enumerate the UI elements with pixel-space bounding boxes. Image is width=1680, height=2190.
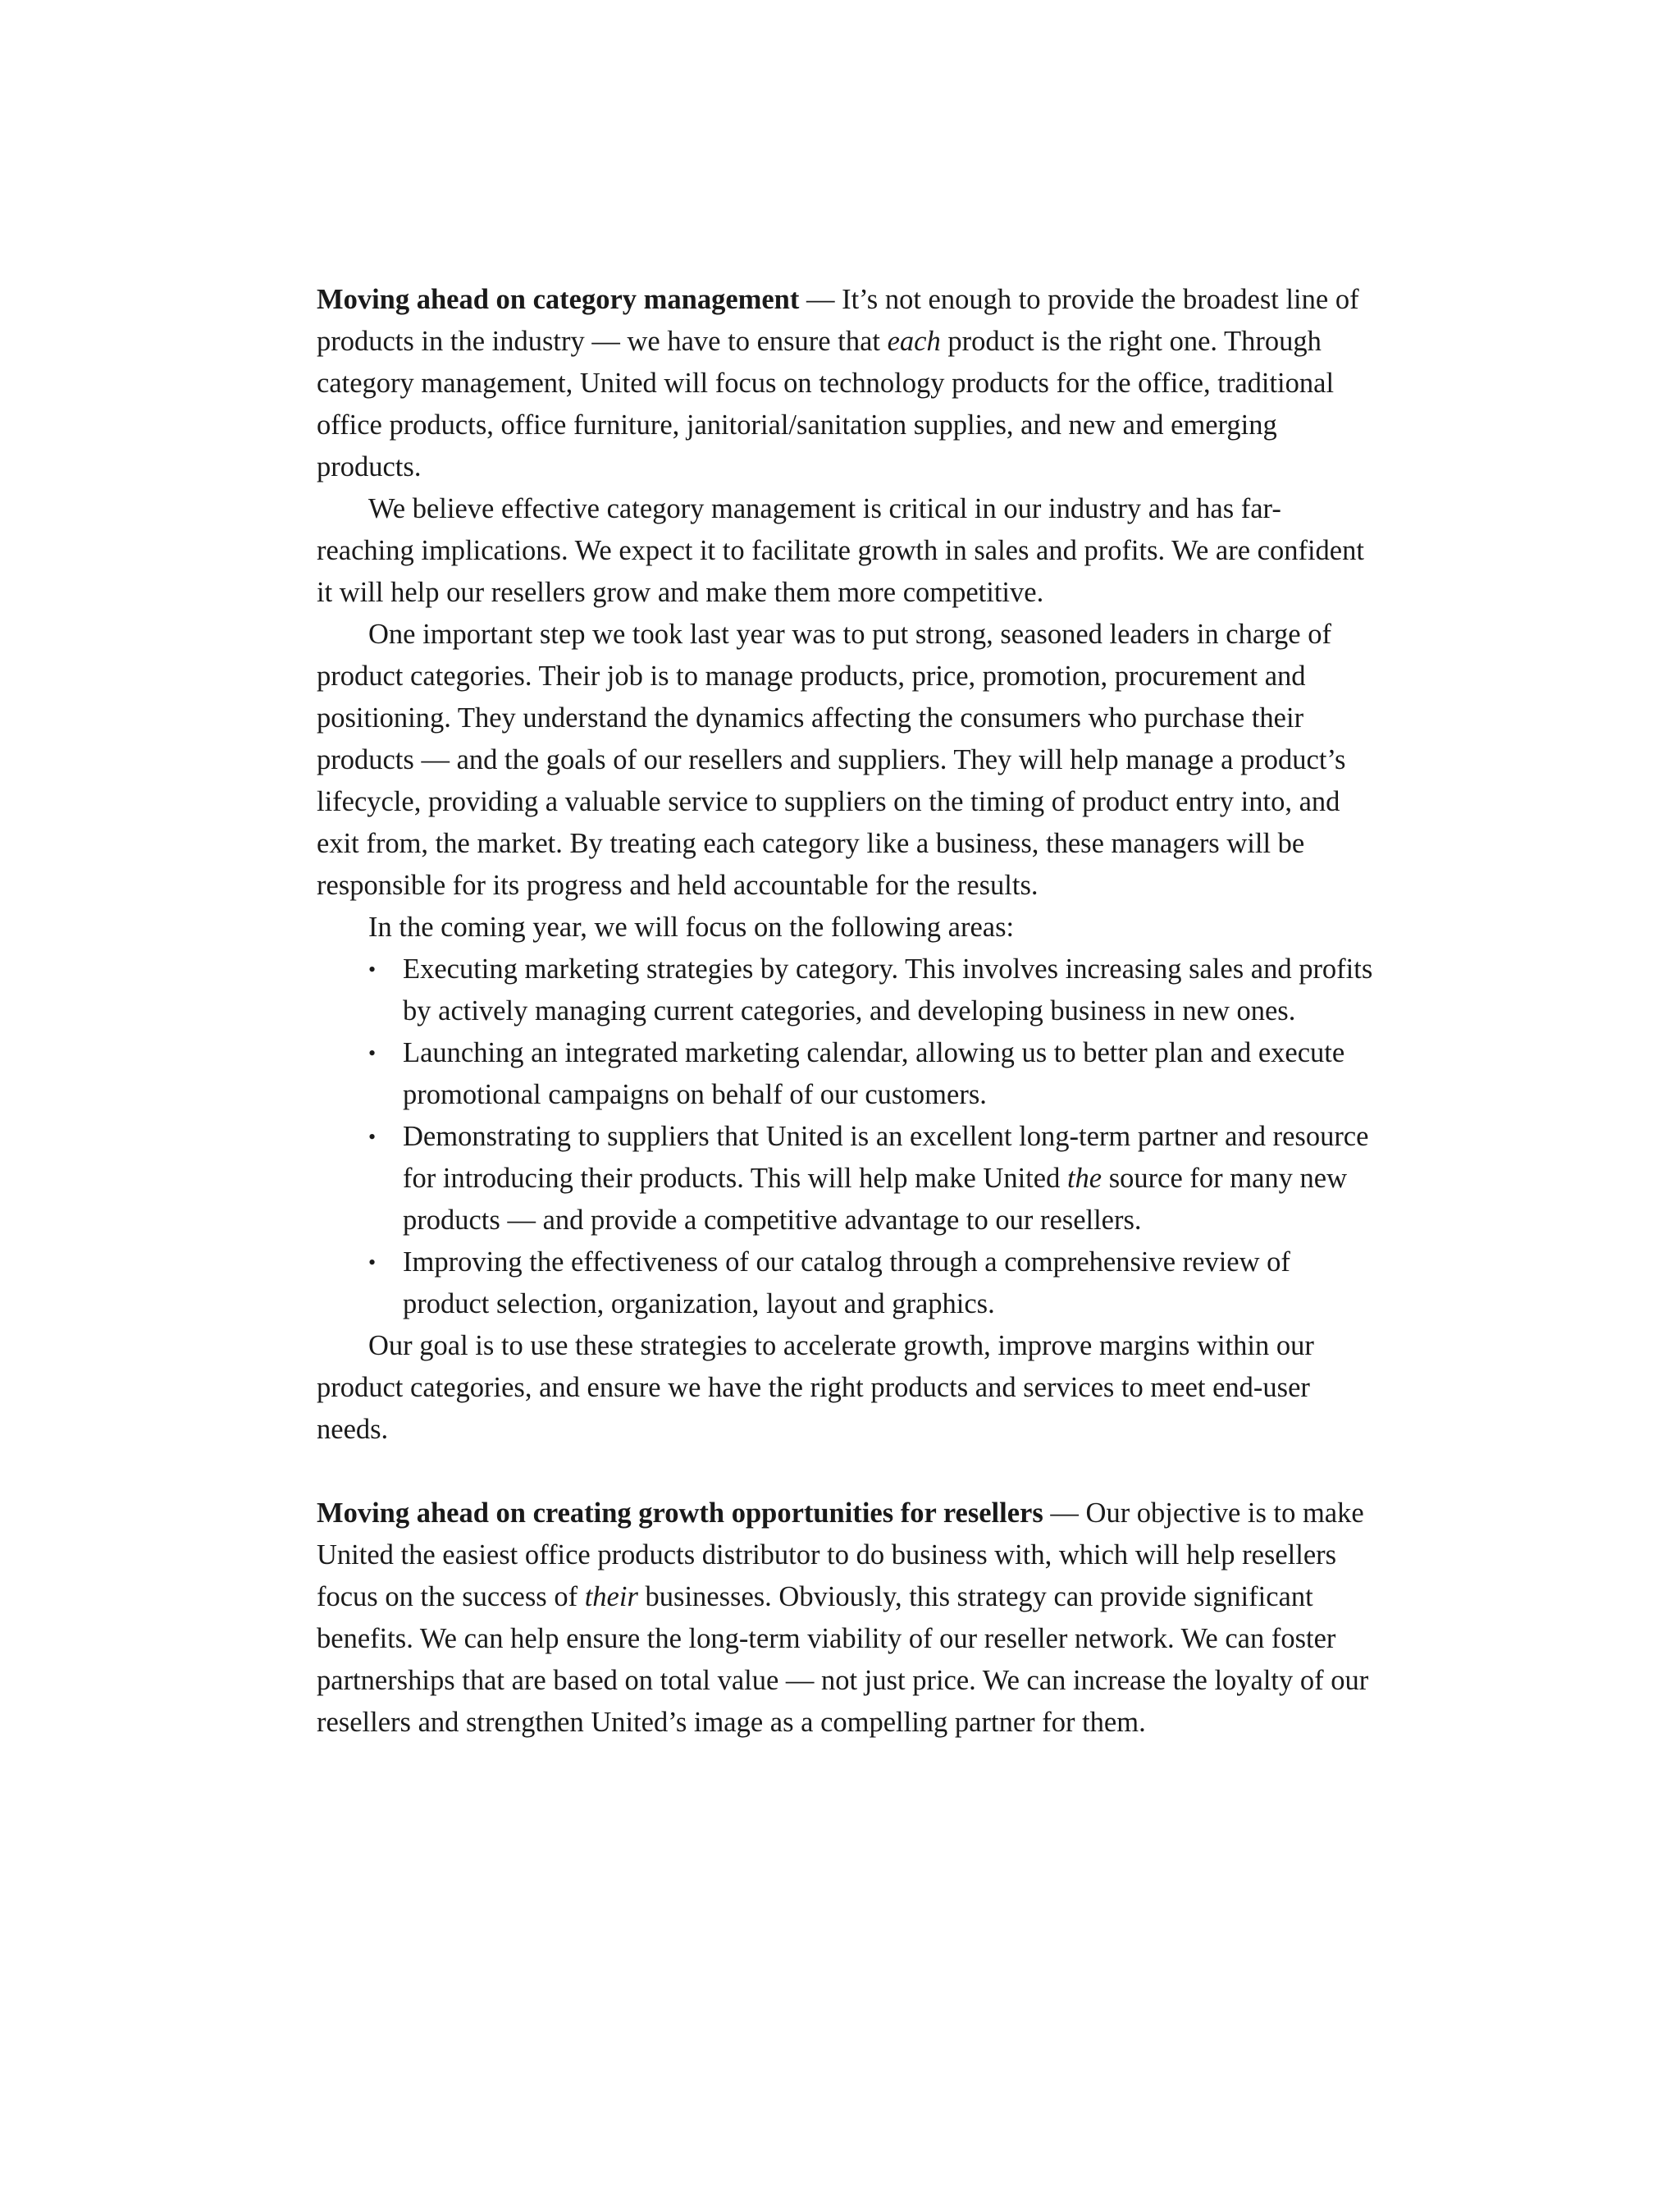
reseller-growth-paragraph (317, 1493, 1375, 1744)
section-heading-reseller-growth: Moving ahead on creating growth opportunities for resellers (317, 1497, 1043, 1529)
focus-areas-intro: In the coming year, we will focus on the following areas: (368, 912, 1015, 943)
intro-text-part-b: product is the right one. Through category management, United will focus on technology products for the office, traditional office products, office furniture, janitorial/sanitation supplies, and new and emerging products. (317, 326, 1335, 482)
bullet-3-emphasis: the (1066, 1163, 1102, 1194)
document-page (317, 279, 1375, 1744)
list-item: • Executing marketing strategies by category. This involves increasing sales and profits by actively managing current categories, and developing business in new ones. (403, 949, 1375, 1032)
category-management-paragraph-3: One important step we took last year was to put strong, seasoned leaders in charge of product categories. Their job is to manage products, price, promotion, procurement and positioning. They understand the dynamics affecting the consumers who purchase their products — and the goals of our resellers and suppliers. They will help manage a product’s lifecycle, providing a valuable service to suppliers on the timing of product entry into, and exit from, the market. By treating each category like a business, these managers will be responsible for its progress and held accountable for the results. (317, 619, 1346, 901)
intro-text-part-a: — It’s not enough to provide the broadest line of products in the industry — we have to ensure that (317, 284, 1359, 357)
category-management-paragraph-2: We believe effective category management is critical in our industry and has far-reaching implications. We expect it to facilitate growth in sales and profits. We are confident it will help our resellers grow and make them more competitive. (317, 493, 1364, 608)
list-item: • Improving the effectiveness of our catalog through a comprehensive review of product selection, organization, layout and graphics. (403, 1241, 1375, 1325)
reseller-emphasis: their (584, 1581, 638, 1612)
list-item (403, 1116, 1375, 1241)
bullet-3-text-part-a: Demonstrating to suppliers that United is an excellent long-term partner and resource for introducing their products. This will help make United (403, 1121, 1369, 1194)
list-item: • Launching an integrated marketing calendar, allowing us to better plan and execute promotional campaigns on behalf of our customers. (403, 1032, 1375, 1116)
category-management-intro-paragraph (317, 279, 1375, 488)
reseller-text-part-a: — Our objective is to make United the easiest office products distributor to do business with, which will help resellers focus on the success of (317, 1497, 1364, 1612)
focus-areas-list (317, 949, 1375, 1325)
section-spacer (317, 1451, 1375, 1493)
section-heading-category-management: Moving ahead on category management (317, 284, 800, 315)
intro-emphasis: each (887, 326, 941, 357)
category-management-goal-paragraph: Our goal is to use these strategies to accelerate growth, improve margins within our product categories, and ensure we have the right products and services to meet end-user needs. (317, 1330, 1314, 1445)
bullet-3-text-part-b: source for many new products — and provide a competitive advantage to our resellers. (403, 1163, 1348, 1236)
reseller-text-part-b: businesses. Obviously, this strategy can provide significant benefits. We can help ensure the long-term viability of our reseller network. We can foster partnerships that are based on total value — not just price. We can increase the loyalty of our resellers and strengthen United’s image as a compelling partner for them. (317, 1581, 1369, 1738)
